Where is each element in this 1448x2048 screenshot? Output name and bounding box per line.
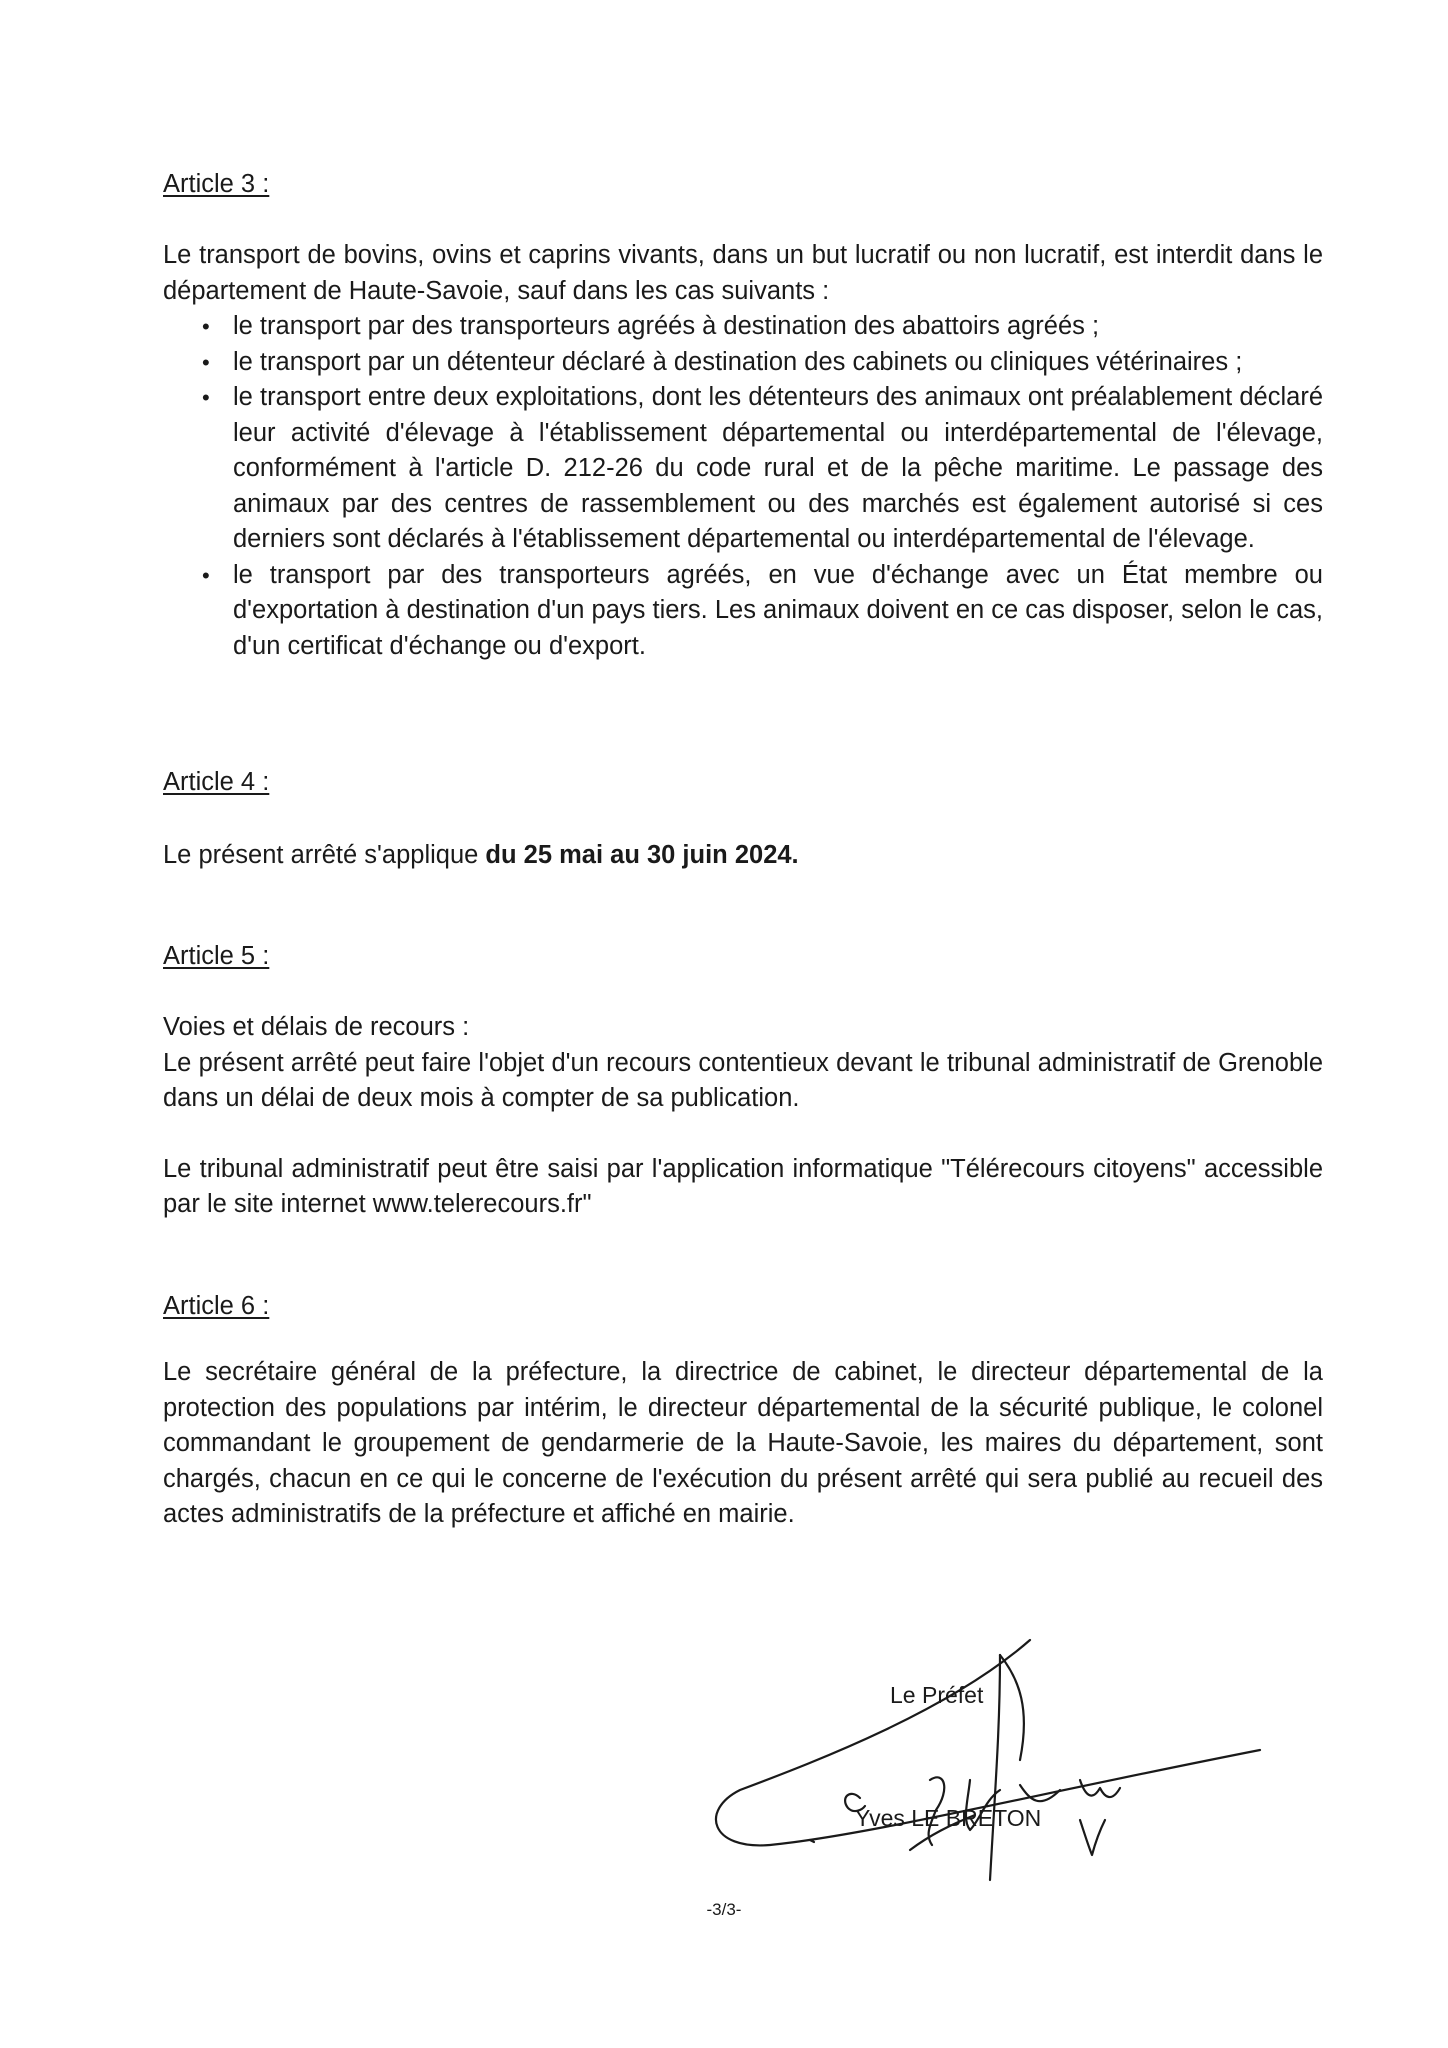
- list-item: • le transport par un détenteur déclaré à destination des cabinets ou cliniques vétérinaires ;: [163, 345, 1323, 381]
- article-6-text: Le secrétaire général de la préfecture, la directrice de cabinet, le directeur départemental de la protection des populations par intérim, le directeur départemental de la sécurité publique, le colonel commandant le groupement de gendarmerie de la Haute-Savoie, les maires du département, sont chargés, chacun en ce qui le concerne de l'exécution du présent arrêté qui sera publié au recueil des actes administratifs de la préfecture et affiché en mairie.: [163, 1358, 1323, 1528]
- article-4-text: [163, 838, 1323, 874]
- article-6-body: [163, 1355, 1323, 1533]
- article-5-body: [163, 1010, 1323, 1223]
- article-4-text-prefix: Le présent arrêté s'applique: [163, 841, 486, 869]
- article-4-dates: du 25 mai au 30 juin 2024.: [485, 841, 799, 869]
- article-6-heading: Article 6 :: [163, 1292, 270, 1320]
- article-3-exceptions-list: [163, 309, 1323, 664]
- article-3-heading: Article 3 :: [163, 170, 270, 198]
- signature-name: Yves LE BRETON: [855, 1805, 1042, 1831]
- page-number: -3/3-: [706, 1900, 742, 1919]
- article-4-heading: Article 4 :: [163, 768, 270, 796]
- article-3-body: [163, 238, 1323, 664]
- handwritten-signature: [700, 1620, 1320, 1920]
- list-item: • le transport entre deux exploitations, dont les détenteurs des animaux ont préalablement déclaré leur activité d'élevage à l'établissement départemental ou interdépartemental de l'élevage, conformément à l'article D. 212-26 du code rural et de la pêche maritime. Le passage des animaux par des centres de rassemblement ou des marchés est également autorisé si ces derniers sont déclarés à l'établissement départemental ou interdépartemental de l'élevage.: [163, 380, 1323, 558]
- article-4-body: [163, 838, 1323, 874]
- list-item: • le transport par des transporteurs agréés, en vue d'échange avec un État membre ou d'exportation à destination d'un pays tiers. Les animaux doivent en ce cas disposer, selon le cas, d'un certificat d'échange ou d'export.: [163, 558, 1323, 665]
- signature-title: Le Préfet: [890, 1682, 984, 1708]
- article-5-heading: Article 5 :: [163, 942, 270, 970]
- list-item: • le transport par des transporteurs agréés à destination des abattoirs agréés ;: [163, 309, 1323, 345]
- article-5-subheading: Voies et délais de recours :: [163, 1013, 470, 1041]
- article-5-paragraph-2: Le tribunal administratif peut être saisi par l'application informatique "Télérecours citoyens" accessible par le site internet www.telerecours.fr": [163, 1154, 1323, 1218]
- article-5-paragraph-1: Le présent arrêté peut faire l'objet d'un recours contentieux devant le tribunal administratif de Grenoble dans un délai de deux mois à compter de sa publication.: [163, 1048, 1323, 1112]
- article-3-intro: Le transport de bovins, ovins et caprins vivants, dans un but lucratif ou non lucratif, est interdit dans le département de Haute-Savoie, sauf dans les cas suivants :: [163, 241, 1323, 305]
